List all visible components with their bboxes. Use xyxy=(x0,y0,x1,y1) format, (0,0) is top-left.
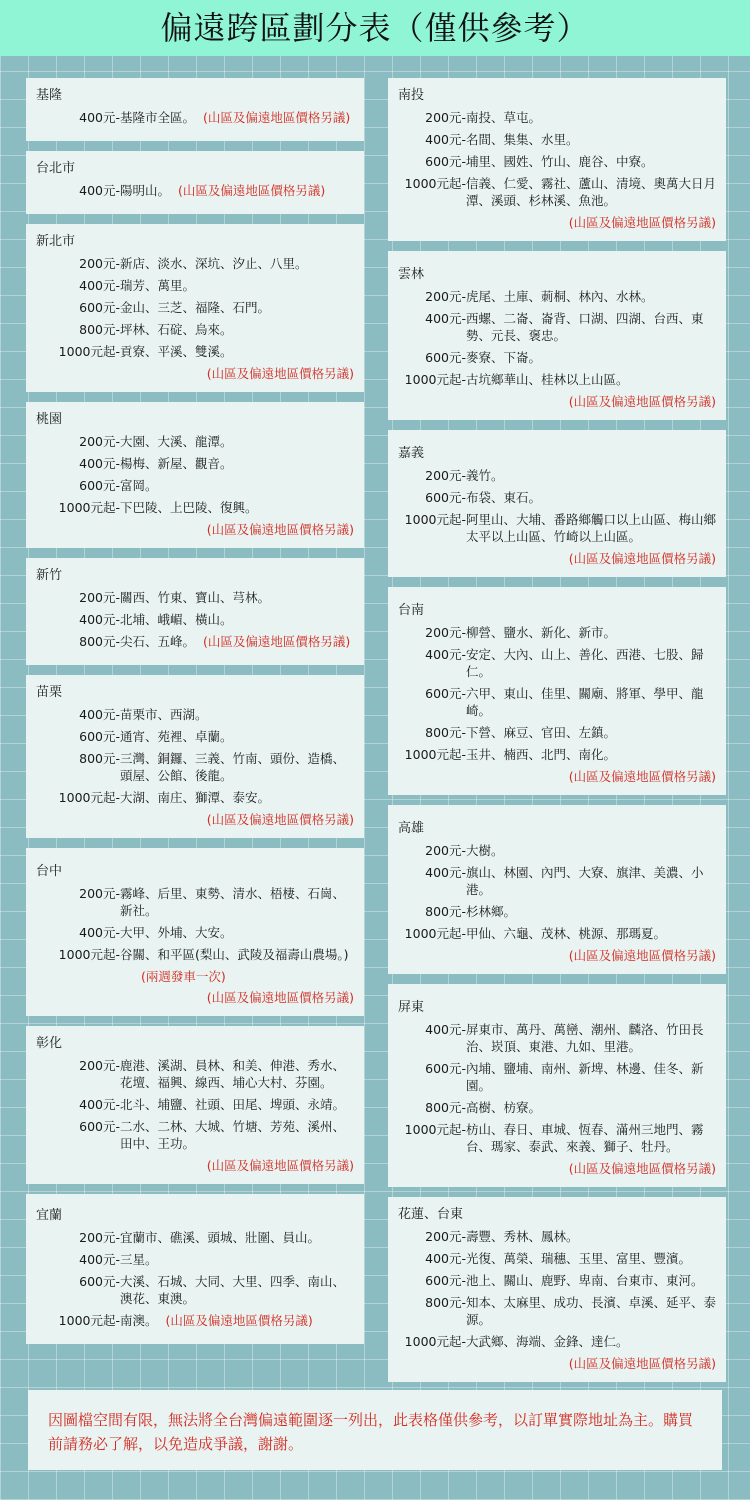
price-row xyxy=(36,455,354,472)
region-name: 台北市 xyxy=(36,161,76,176)
region-box xyxy=(26,675,364,838)
area-text: 壽豐、秀林、鳳林。 xyxy=(466,1229,579,1244)
price-row xyxy=(398,131,716,148)
price-row xyxy=(398,925,716,942)
area-list xyxy=(120,706,354,723)
region-name: 苗栗 xyxy=(36,685,63,700)
area-list xyxy=(466,1021,716,1055)
price-label: 800元- xyxy=(425,1295,466,1310)
price-row xyxy=(36,1057,354,1091)
area-text: 陽明山。 xyxy=(120,183,171,198)
price-row xyxy=(36,255,354,272)
price-row xyxy=(398,903,716,920)
area-text: 大甲、外埔、大安。 xyxy=(120,925,233,940)
price-label: 400元- xyxy=(425,132,466,147)
price-row xyxy=(36,946,354,963)
area-list xyxy=(466,1333,716,1350)
price-row xyxy=(36,728,354,745)
area-text: 關西、竹東、寶山、芎林。 xyxy=(120,590,271,605)
price-label: 1000元起- xyxy=(404,1122,466,1137)
area-text: 尖石、五峰。 xyxy=(120,634,196,649)
area-list xyxy=(120,1273,354,1307)
area-list xyxy=(466,864,716,898)
area-list xyxy=(120,499,354,516)
price-label: 200元- xyxy=(79,590,120,605)
region-box xyxy=(26,402,364,548)
area-text: 谷關、和平區(梨山、武陵及福壽山農場。) xyxy=(120,947,349,962)
area-text: 楊梅、新屋、觀音。 xyxy=(120,456,233,471)
area-list xyxy=(120,1312,354,1329)
schedule-note: (兩週發車一次) xyxy=(141,969,226,984)
price-row xyxy=(398,624,716,641)
price-label: 1000元起- xyxy=(58,790,120,805)
price-note: (山區及偏遠地區價格另議) xyxy=(568,1161,716,1176)
price-label: 400元- xyxy=(425,1022,466,1037)
price-label: 1000元起- xyxy=(58,1313,120,1328)
region-name: 桃園 xyxy=(36,412,63,427)
price-label: 600元- xyxy=(425,1273,466,1288)
region-box xyxy=(26,558,364,665)
region-box xyxy=(388,587,726,795)
price-note: (山區及偏遠地區價格另議) xyxy=(206,1158,354,1173)
area-text: 大園、大溪、龍潭。 xyxy=(120,434,233,449)
area-list xyxy=(466,646,716,680)
price-label: 1000元起- xyxy=(58,947,120,962)
region-box xyxy=(26,78,364,141)
price-row xyxy=(36,611,354,628)
left-column xyxy=(26,78,364,1354)
price-row xyxy=(398,489,716,506)
area-text: 古坑鄉華山、桂林以上山區。 xyxy=(466,372,629,387)
area-text: 新店、淡水、深坑、汐止、八里。 xyxy=(120,256,308,271)
price-label: 800元- xyxy=(425,725,466,740)
price-label: 600元- xyxy=(79,300,120,315)
area-list xyxy=(120,477,354,494)
area-list xyxy=(120,255,354,272)
price-label: 600元- xyxy=(425,1061,466,1076)
price-label: 200元- xyxy=(79,1058,120,1073)
price-label: 400元- xyxy=(425,865,466,880)
area-text: 宜蘭市、礁溪、頭城、壯圍、員山。 xyxy=(120,1230,321,1245)
area-text: 杉林鄉。 xyxy=(466,904,517,919)
price-note: (山區及偏遠地區價格另議) xyxy=(568,948,716,963)
area-list xyxy=(466,511,716,545)
area-list xyxy=(466,131,716,148)
region-box xyxy=(26,224,364,392)
area-text: 名間、集集、水里。 xyxy=(466,132,579,147)
price-label: 1000元起- xyxy=(404,512,466,527)
page-title: 偏遠跨區劃分表（僅供參考） xyxy=(160,9,590,47)
price-row xyxy=(398,109,716,126)
price-row xyxy=(36,924,354,941)
area-list xyxy=(120,182,354,199)
price-row xyxy=(398,685,716,719)
region-name: 新北市 xyxy=(36,234,76,249)
price-row xyxy=(36,277,354,294)
price-label: 400元- xyxy=(79,183,120,198)
price-label: 800元- xyxy=(79,634,120,649)
area-list xyxy=(466,1060,716,1094)
area-list xyxy=(466,903,716,920)
price-note: (山區及偏遠地區價格另議) xyxy=(206,522,354,537)
area-text: 大樹。 xyxy=(466,843,504,858)
price-label: 200元- xyxy=(425,1229,466,1244)
price-row xyxy=(398,467,716,484)
area-list xyxy=(120,343,354,360)
area-text: 安定、大內、山上、善化、西港、七股、歸仁。 xyxy=(466,647,704,679)
price-row xyxy=(36,343,354,360)
price-label: 400元- xyxy=(79,612,120,627)
region-name: 彰化 xyxy=(36,1036,63,1051)
area-list xyxy=(466,175,716,209)
price-row xyxy=(36,633,354,650)
area-list xyxy=(466,153,716,170)
area-text: 北斗、埔鹽、社頭、田尾、埤頭、永靖。 xyxy=(120,1097,346,1112)
price-label: 400元- xyxy=(79,707,120,722)
area-list xyxy=(120,789,354,806)
area-text: 三星。 xyxy=(120,1252,158,1267)
price-row xyxy=(398,864,716,898)
price-row xyxy=(36,321,354,338)
price-label: 400元- xyxy=(79,925,120,940)
price-row xyxy=(36,433,354,450)
area-list xyxy=(120,1229,354,1246)
price-row xyxy=(398,746,716,763)
region-name: 台中 xyxy=(36,864,63,879)
area-text: 柳營、鹽水、新化、新市。 xyxy=(466,625,617,640)
price-row xyxy=(36,1118,354,1152)
right-column xyxy=(388,78,726,1392)
area-text: 光復、萬榮、瑞穗、玉里、富里、豐濱。 xyxy=(466,1251,692,1266)
price-row xyxy=(36,706,354,723)
price-label: 200元- xyxy=(79,434,120,449)
price-label: 400元- xyxy=(79,1252,120,1267)
region-box xyxy=(26,1026,364,1184)
area-list xyxy=(120,109,354,126)
price-label: 1000元起- xyxy=(404,747,466,762)
price-label: 1000元起- xyxy=(404,372,466,387)
area-list xyxy=(466,1294,716,1328)
price-row xyxy=(36,1312,354,1329)
price-label: 200元- xyxy=(425,110,466,125)
price-note: (山區及偏遠地區價格另議) xyxy=(206,812,354,827)
region-name: 雲林 xyxy=(398,267,425,282)
price-note: (山區及偏遠地區價格另議) xyxy=(178,183,326,198)
price-label: 400元- xyxy=(425,311,466,326)
area-list xyxy=(466,1250,716,1267)
area-list xyxy=(120,885,354,919)
area-text: 鹿港、溪湖、員林、和美、伸港、秀水、花壇、福興、線西、埔心大村、芬園。 xyxy=(120,1058,346,1090)
area-list xyxy=(120,1118,354,1152)
area-text: 六甲、東山、佳里、關廟、將軍、學甲、龍崎。 xyxy=(466,686,704,718)
area-text: 南投、草屯。 xyxy=(466,110,542,125)
footer-notice: 因圖檔空間有限，無法將全台灣偏遠範圍逐一列出，此表格僅供參考，以訂單實際地址為主。購買前請務必了解，以免造成爭議，謝謝。 xyxy=(28,1390,722,1470)
price-row xyxy=(36,1273,354,1307)
area-list xyxy=(466,925,716,942)
area-list xyxy=(120,611,354,628)
area-text: 義竹。 xyxy=(466,468,504,483)
price-label: 200元- xyxy=(425,625,466,640)
price-note: (山區及偏遠地區價格另議) xyxy=(568,394,716,409)
price-label: 400元- xyxy=(425,1251,466,1266)
region-name: 高雄 xyxy=(398,821,425,836)
area-text: 旗山、林園、內門、大寮、旗津、美濃、小港。 xyxy=(466,865,704,897)
price-label: 800元- xyxy=(425,1100,466,1115)
price-label: 1000元起- xyxy=(404,1334,466,1349)
area-text: 二水、二林、大城、竹塘、芳苑、溪州、田中、王功。 xyxy=(120,1119,346,1151)
area-list xyxy=(120,1096,354,1113)
price-note: (山區及偏遠地區價格另議) xyxy=(568,215,716,230)
area-text: 布袋、東石。 xyxy=(466,490,542,505)
area-text: 高樹、枋寮。 xyxy=(466,1100,542,1115)
area-list xyxy=(120,455,354,472)
area-list xyxy=(466,349,716,366)
area-text: 虎尾、土庫、莿桐、林內、水林。 xyxy=(466,289,654,304)
area-text: 南澳。 xyxy=(120,1313,158,1328)
area-list xyxy=(120,1057,354,1091)
area-list xyxy=(466,842,716,859)
area-text: 知本、太麻里、成功、長濱、卓溪、延平、泰源。 xyxy=(466,1295,717,1327)
region-box xyxy=(388,430,726,577)
price-row xyxy=(36,1229,354,1246)
area-list xyxy=(120,589,354,606)
region-box xyxy=(26,848,364,1016)
price-note: (山區及偏遠地區價格另議) xyxy=(165,1313,313,1328)
region-name: 南投 xyxy=(398,88,425,103)
price-label: 1000元起- xyxy=(404,926,466,941)
price-label: 600元- xyxy=(79,1274,120,1289)
price-row xyxy=(398,724,716,741)
area-text: 西螺、二崙、崙背、口湖、四湖、台西、東勢、元長、褒忠。 xyxy=(466,311,704,343)
area-list xyxy=(466,685,716,719)
price-row xyxy=(398,310,716,344)
region-box xyxy=(26,151,364,214)
area-list xyxy=(120,750,354,784)
area-text: 下營、麻豆、官田、左鎮。 xyxy=(466,725,617,740)
price-row xyxy=(398,175,716,209)
area-text: 甲仙、六龜、茂林、桃源、那瑪夏。 xyxy=(466,926,667,941)
area-list xyxy=(120,924,354,941)
region-box xyxy=(388,805,726,974)
area-text: 大溪、石城、大同、大里、四季、南山、澳花、東澳。 xyxy=(120,1274,346,1306)
area-text: 通宵、苑裡、卓蘭。 xyxy=(120,729,233,744)
price-label: 200元- xyxy=(79,1230,120,1245)
region-name: 基隆 xyxy=(36,88,63,103)
price-row xyxy=(398,1099,716,1116)
region-box xyxy=(26,1194,364,1344)
price-row xyxy=(36,299,354,316)
price-note: (山區及偏遠地區價格另議) xyxy=(203,110,351,125)
price-label: 200元- xyxy=(79,886,120,901)
price-label: 1000元起- xyxy=(58,344,120,359)
price-row xyxy=(36,182,354,199)
price-label: 200元- xyxy=(425,289,466,304)
price-row xyxy=(398,371,716,388)
area-text: 大湖、南庄、獅潭、泰安。 xyxy=(120,790,271,805)
price-label: 600元- xyxy=(79,729,120,744)
area-text: 內埔、鹽埔、南州、新埤、林邊、佳冬、新園。 xyxy=(466,1061,704,1093)
price-label: 400元- xyxy=(79,1097,120,1112)
price-label: 600元- xyxy=(79,1119,120,1134)
price-label: 600元- xyxy=(79,478,120,493)
area-list xyxy=(466,467,716,484)
price-row xyxy=(398,1060,716,1094)
price-label: 1000元起- xyxy=(404,176,466,191)
area-text: 下巴陵、上巴陵、復興。 xyxy=(120,500,258,515)
area-list xyxy=(466,1099,716,1116)
price-label: 400元- xyxy=(79,278,120,293)
header-banner xyxy=(0,0,750,56)
area-text: 霧峰、后里、東勢、清水、梧棲、石崗、新社。 xyxy=(120,886,346,918)
price-label: 200元- xyxy=(425,843,466,858)
area-text: 富岡。 xyxy=(120,478,158,493)
region-name: 宜蘭 xyxy=(36,1208,63,1223)
price-note: (山區及偏遠地區價格另議) xyxy=(206,366,354,381)
price-row xyxy=(36,109,354,126)
area-text: 枋山、春日、車城、恆春、滿州三地門、霧台、瑪家、泰武、來義、獅子、牡丹。 xyxy=(466,1122,704,1154)
area-list xyxy=(120,633,354,650)
region-box xyxy=(388,78,726,241)
area-list xyxy=(466,1272,716,1289)
price-row xyxy=(36,1096,354,1113)
price-label: 200元- xyxy=(79,256,120,271)
area-text: 麥寮、下崙。 xyxy=(466,350,542,365)
region-box xyxy=(388,251,726,420)
price-note: (山區及偏遠地區價格另議) xyxy=(568,769,716,784)
area-list xyxy=(120,299,354,316)
area-list xyxy=(120,1251,354,1268)
region-name: 台南 xyxy=(398,603,425,618)
price-row xyxy=(398,1272,716,1289)
price-note: (山區及偏遠地區價格另議) xyxy=(568,551,716,566)
area-list xyxy=(466,371,716,388)
area-text: 屏東市、萬丹、萬巒、潮州、麟洛、竹田長治、崁頂、東港、九如、里港。 xyxy=(466,1022,704,1054)
area-text: 瑞芳、萬里。 xyxy=(120,278,196,293)
price-label: 600元- xyxy=(425,686,466,701)
price-note: (山區及偏遠地區價格另議) xyxy=(203,634,351,649)
area-list xyxy=(120,946,354,963)
area-list xyxy=(466,489,716,506)
price-row xyxy=(398,511,716,545)
price-row xyxy=(36,750,354,784)
price-row xyxy=(398,1021,716,1055)
price-row xyxy=(36,477,354,494)
area-text: 基隆市全區。 xyxy=(120,110,196,125)
price-note: (山區及偏遠地區價格另議) xyxy=(206,990,354,1005)
price-row xyxy=(398,1250,716,1267)
price-row xyxy=(398,153,716,170)
price-row xyxy=(36,499,354,516)
price-label: 800元- xyxy=(425,904,466,919)
area-text: 三灣、銅鑼、三義、竹南、頭份、造橋、頭屋、公館、後龍。 xyxy=(120,751,346,783)
price-label: 400元- xyxy=(79,456,120,471)
area-text: 阿里山、大埔、番路鄉觸口以上山區、梅山鄉太平以上山區、竹崎以上山區。 xyxy=(466,512,717,544)
area-text: 貢寮、平溪、雙溪。 xyxy=(120,344,233,359)
price-label: 400元- xyxy=(79,110,120,125)
price-row xyxy=(36,1251,354,1268)
region-name: 屏東 xyxy=(398,1000,425,1015)
price-row xyxy=(398,1333,716,1350)
area-text: 苗栗市、西湖。 xyxy=(120,707,208,722)
price-label: 600元- xyxy=(425,154,466,169)
price-row xyxy=(398,288,716,305)
area-text: 玉井、楠西、北門、南化。 xyxy=(466,747,617,762)
region-name: 嘉義 xyxy=(398,446,425,461)
area-list xyxy=(466,310,716,344)
area-list xyxy=(120,321,354,338)
price-row xyxy=(398,349,716,366)
area-list xyxy=(466,746,716,763)
price-row xyxy=(398,1121,716,1155)
region-box xyxy=(388,984,726,1187)
area-list xyxy=(466,1121,716,1155)
price-label: 800元- xyxy=(79,751,120,766)
price-note: (山區及偏遠地區價格另議) xyxy=(568,1356,716,1371)
price-row xyxy=(36,589,354,606)
area-text: 坪林、石碇、烏來。 xyxy=(120,322,233,337)
area-text: 北埔、峨嵋、橫山。 xyxy=(120,612,233,627)
price-label: 600元- xyxy=(425,490,466,505)
price-label: 1000元起- xyxy=(58,500,120,515)
area-text: 大武鄉、海端、金鋒、達仁。 xyxy=(466,1334,629,1349)
area-text: 金山、三芝、福隆、石門。 xyxy=(120,300,271,315)
area-list xyxy=(120,277,354,294)
area-list xyxy=(120,728,354,745)
region-name: 新竹 xyxy=(36,568,63,583)
price-row xyxy=(398,646,716,680)
region-name: 花蓮、台東 xyxy=(398,1207,464,1222)
price-row xyxy=(398,1294,716,1328)
price-row xyxy=(36,885,354,919)
price-row xyxy=(398,842,716,859)
area-list xyxy=(466,1228,716,1245)
price-row xyxy=(398,1228,716,1245)
price-label: 400元- xyxy=(425,647,466,662)
price-label: 600元- xyxy=(425,350,466,365)
area-list xyxy=(466,624,716,641)
area-list xyxy=(466,288,716,305)
price-row xyxy=(36,789,354,806)
area-text: 埔里、國姓、竹山、鹿谷、中寮。 xyxy=(466,154,654,169)
area-list xyxy=(466,109,716,126)
area-list xyxy=(466,724,716,741)
region-box xyxy=(388,1197,726,1382)
area-text: 信義、仁愛、霧社、蘆山、清境、奧萬大日月潭、溪頭、杉林溪、魚池。 xyxy=(466,176,717,208)
area-text: 池上、關山、鹿野、卑南、台東市、東河。 xyxy=(466,1273,704,1288)
price-label: 800元- xyxy=(79,322,120,337)
area-list xyxy=(120,433,354,450)
price-label: 200元- xyxy=(425,468,466,483)
